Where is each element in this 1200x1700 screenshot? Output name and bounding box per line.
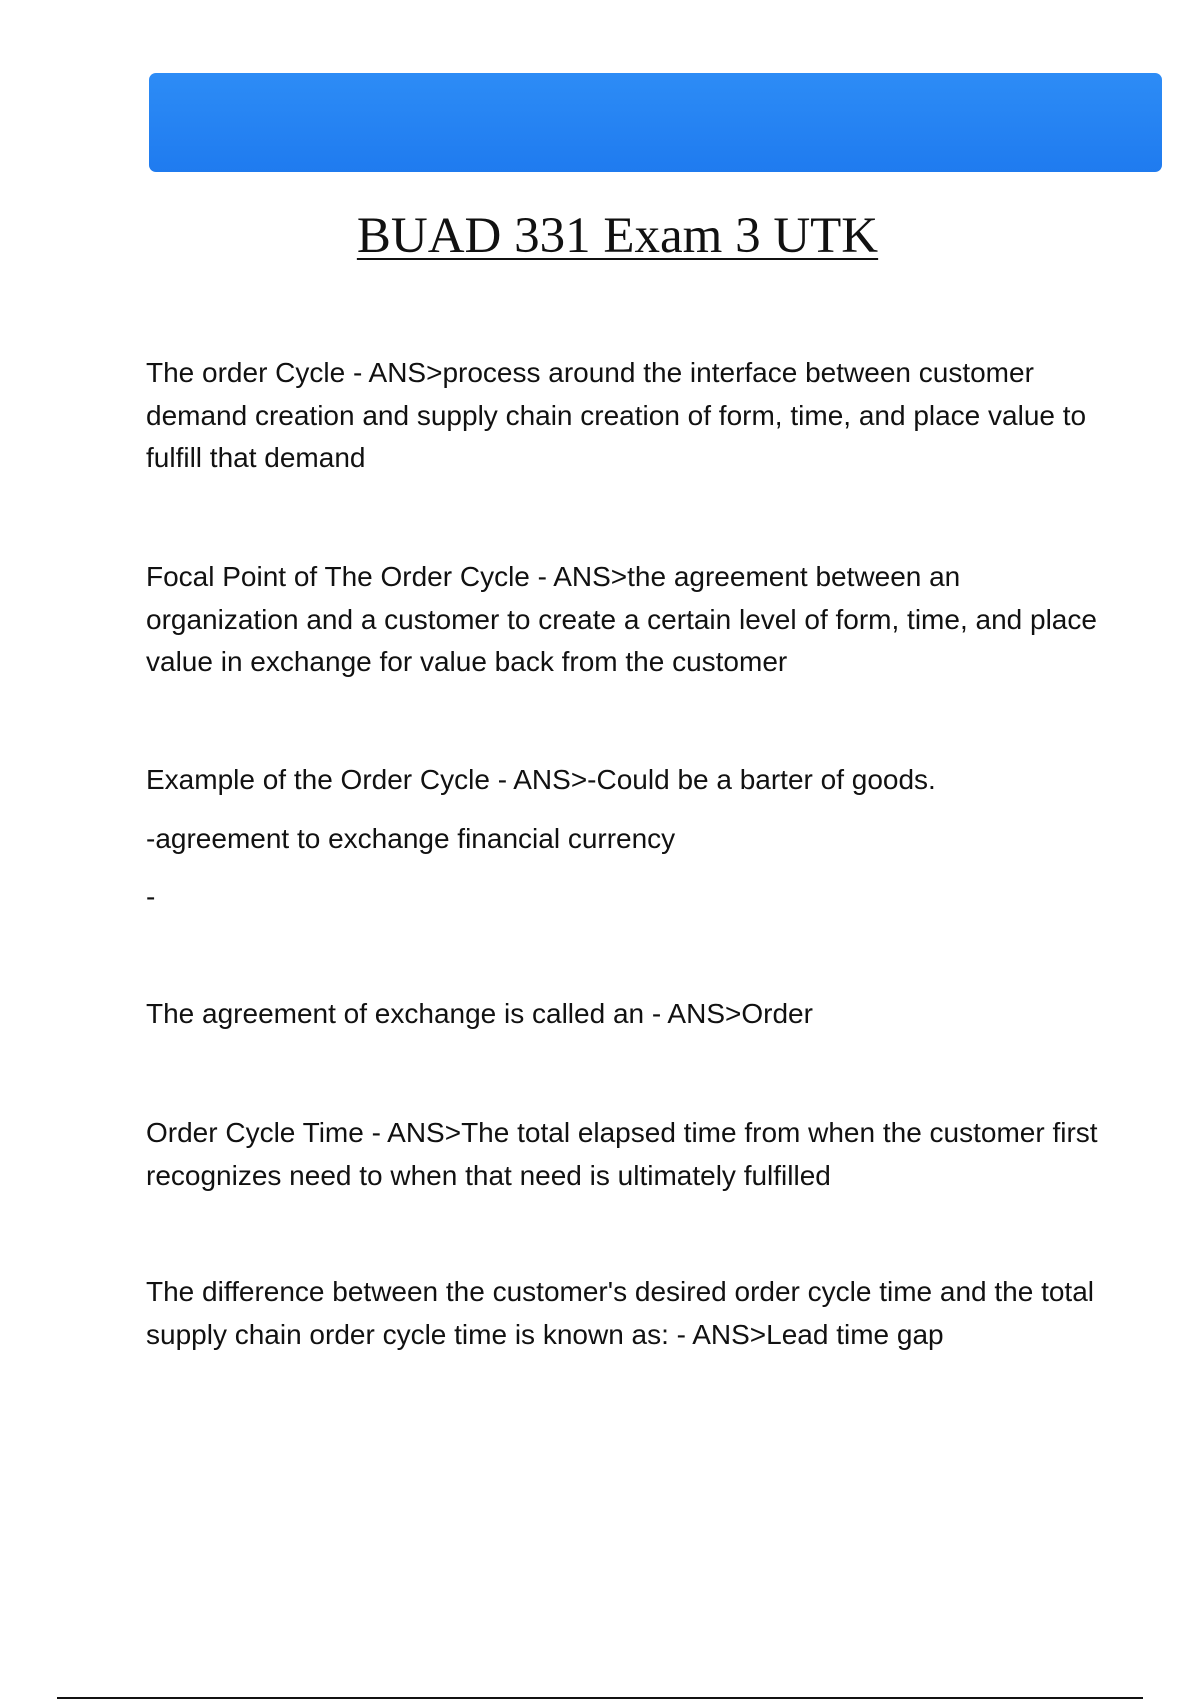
flashcard-extra-line: -agreement to exchange financial currency (146, 822, 676, 854)
flashcard-text: The agreement of exchange is called an - ANS>Order (146, 998, 813, 1029)
flashcard-text: The order Cycle - ANS>process around the interface between customer demand creation and supply chain creation of form, time, and place value to fulfill that demand (146, 357, 1087, 473)
flashcard-extra-line: - (146, 881, 156, 912)
flashcard-lead-time-gap (146, 1271, 1106, 1356)
flashcard-agreement-of-exchange (146, 993, 1106, 1036)
document-title: BUAD 331 Exam 3 UTK (356, 208, 879, 264)
flashcard-example-order-cycle (146, 759, 1106, 919)
flashcard-text: Example of the Order Cycle - ANS>-Could be a barter of goods. (146, 764, 936, 795)
flashcard-text: Order Cycle Time - ANS>The total elapsed time from when the customer first recognizes need to when that need is ultimately fulfilled (146, 1117, 1098, 1191)
header-banner (149, 73, 1162, 172)
flashcard-order-cycle (146, 352, 1106, 480)
flashcard-order-cycle-time (146, 1112, 1106, 1197)
flashcard-text: The difference between the customer's desired order cycle time and the total supply chain order cycle time is known as: - ANS>Lead time gap (146, 1276, 1095, 1350)
footer-divider (57, 1697, 1143, 1699)
flashcard-text: Focal Point of The Order Cycle - ANS>the agreement between an organization and a customer to create a certain level of form, time, and place value in exchange for value back from the customer (146, 561, 1097, 677)
flashcard-focal-point (146, 556, 1106, 684)
